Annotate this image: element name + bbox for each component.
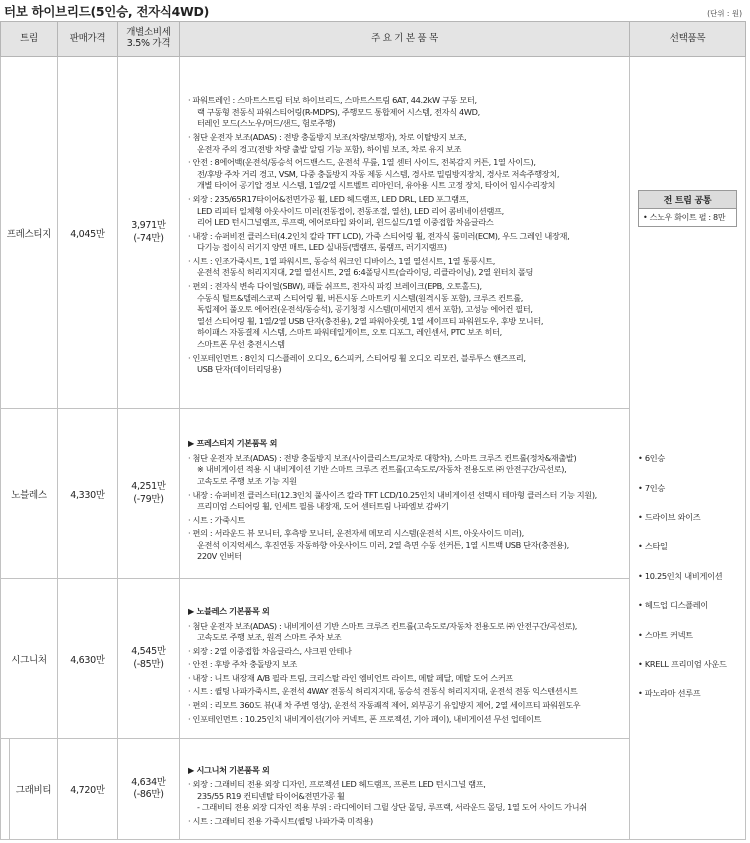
option-item: • 헤드업 디스플레이 xyxy=(638,600,709,611)
feature-line: · 시트 : 가죽시트 xyxy=(188,514,245,525)
feature-line: 랙 구동형 전동식 파워스티어링(R-MDPS), 주행모드 통합제어 시스템, 전자식 4WD, xyxy=(197,106,480,117)
features-cell xyxy=(180,579,630,739)
feature-line: 터레인 모드(스노우/머드/샌드, 험로주행) xyxy=(197,118,336,129)
trim-name: 시그니처 xyxy=(1,579,58,739)
option-item: • 파노라마 선루프 xyxy=(638,688,701,699)
feature-item xyxy=(188,281,623,351)
option-item: • KRELL 프리미엄 사운드 xyxy=(638,658,727,669)
feature-line: 개별 타이어 공기압 경보 시스템, 1열/2열 시트벨트 리마인더, 유아용 시트 고정 장치, 타이어 임시수리장치 xyxy=(197,180,556,191)
spec-table xyxy=(0,21,746,840)
feature-item xyxy=(188,646,623,658)
feature-line: 다기능 접이식 러기지 양면 매트, LED 실내등(맵램프, 룸램프, 러기지램프) xyxy=(197,242,447,253)
header-consumption-line1: 개별소비세 xyxy=(126,27,171,39)
feature-item xyxy=(188,621,623,644)
option-item: • 7인승 xyxy=(638,482,665,493)
option-item: • 스마트 커넥트 xyxy=(638,629,693,640)
feature-line: · 내장 : 슈퍼비전 클러스터(12.3인치 풀사이즈 칼라 TFT LCD/10.25인치 내비게이션 선택시 테마형 클러스터 기능 지원), xyxy=(188,489,597,500)
feature-line: · 시트 : 퀼팅 나파가죽시트, 운전석 4WAY 전동식 허리지지대, 동승석 전동식 허리지지대, 운전석 전동 익스텐션시트 xyxy=(188,686,578,697)
feature-item xyxy=(188,528,623,563)
feature-line: USB 단자(데이터리딩용) xyxy=(197,364,282,375)
feature-item xyxy=(188,515,623,527)
consumption-tax-price xyxy=(118,409,180,579)
feature-line: · 외장 : 그래비티 전용 외장 디자인, 프로젝션 LED 헤드램프, 프론트 LED 턴시그널 램프, xyxy=(188,779,486,790)
feature-line: ※ 내비게이션 적용 시 내비게이션 기반 스마트 크루즈 컨트롤(고속도로/자동차 전용도로 ㈜ 안전구간/곡선로), xyxy=(197,464,567,475)
feature-line: · 시트 : 인조가죽시트, 1열 파워시트, 동승석 워크인 디바이스, 1열 열선시트, 1열 통풍시트, xyxy=(188,255,495,266)
feature-item xyxy=(188,231,623,254)
header-consumption-line2: 3.5% 가격 xyxy=(126,38,171,49)
feature-item xyxy=(188,157,623,192)
unit-note: (단위 : 원) xyxy=(707,9,742,18)
consumption-price-diff: (-79만) xyxy=(133,493,164,505)
option-item: • 10.25인치 내비게이션 xyxy=(638,570,723,581)
feature-line: · 안전 : 8에어백(운전석/동승석 어드밴스드, 운전석 무릎, 1열 센터 사이드, 전복감지 커튼, 1열 사이드), xyxy=(188,157,536,168)
feature-list xyxy=(180,418,629,569)
feature-line: 독립제어 풀오토 에어컨(운전석/동승석), 공기청정 시스템(미세먼지 센서 포함), 고성능 에어컨 필터, xyxy=(197,304,533,315)
feature-list xyxy=(180,586,629,732)
feature-line: 하이패스 자동결제 시스템, 스마트 파워테일게이트, 오토 디포그, 레인센서, PTC 보조 히터, xyxy=(197,327,502,338)
common-options-item: • 스노우 화이트 펄 : 8만 xyxy=(643,213,726,223)
feature-line: LED 리피터 일체형 아웃사이드 미러(전동접이, 전동조절, 열선), LED 리어 콤비네이션램프, xyxy=(197,205,504,216)
feature-item xyxy=(188,353,623,376)
header-features: 주 요 기 본 품 목 xyxy=(180,22,630,57)
feature-line: 열선 스티어링 휠, 1열/2열 USB 단자(충전용), 2열 파워아웃렛, 1열 세이프티 파워윈도우, 후방 모니터, xyxy=(197,315,544,326)
features-cell xyxy=(180,409,630,579)
trim-name-cell xyxy=(1,739,58,840)
feature-item xyxy=(188,256,623,279)
features-cell xyxy=(180,57,630,409)
sale-price: 4,630만 xyxy=(58,579,118,739)
feature-line: · 첨단 운전자 보조(ADAS) : 전방 충돌방지 보조(차량/보행자), 차로 이탈방지 보조, xyxy=(188,131,467,142)
feature-line: 스마트폰 무선 충전시스템 xyxy=(197,339,285,350)
feature-line: · 첨단 운전자 보조(ADAS) : 내비게이션 기반 스마트 크루즈 컨트롤(고속도로/자동차 전용도로 ㈜ 안전구간/곡선로), xyxy=(188,620,578,631)
feature-line: · 내장 : 니트 내장재 A/B 필라 트림, 크리스탈 라인 엠비언트 라이트, 메탈 페달, 메탈 도어 스커프 xyxy=(188,672,513,683)
common-options-box xyxy=(638,190,737,227)
feature-list xyxy=(180,744,629,833)
feature-item xyxy=(188,700,623,712)
feature-line: · 외장 : 235/65R17타이어&전면가공 휠, LED 헤드램프, LED DRL, LED 포그램프, xyxy=(188,193,469,204)
trim-name: 노블레스 xyxy=(1,409,58,579)
feature-item xyxy=(188,816,623,828)
feature-line: 운전자 주의 경고(전방 차량 출발 알림 기능 포함), 하이빔 보조, 차로 유지 보조 xyxy=(197,143,461,154)
base-features-heading: ▶ 시그니처 기본품목 외 xyxy=(188,764,270,775)
feature-line: 235/55 R19 컨티넨탈 타이어&전면가공 휠 xyxy=(197,790,345,801)
sale-price: 4,330만 xyxy=(58,409,118,579)
option-list xyxy=(630,453,745,718)
feature-item xyxy=(188,779,623,814)
base-features-heading: ▶ 프레스티지 기본품목 외 xyxy=(188,438,278,449)
table-header-row xyxy=(1,22,746,57)
option-item: • 6인승 xyxy=(638,453,665,464)
consumption-price-value: 4,251만 xyxy=(131,481,166,493)
option-item: • 스타일 xyxy=(638,541,668,552)
feature-item xyxy=(188,659,623,671)
page-title: 터보 하이브리드(5인승, 전자식4WD) xyxy=(4,4,210,19)
header-price: 판매가격 xyxy=(58,22,118,57)
feature-line: 전/후방 주차 거리 경고, VSM, 다중 충돌방지 자동 제동 시스템, 경사로 밀림방지장치, 경사로 저속주행장치, xyxy=(197,168,560,179)
feature-line: 고속도로 주행 보조, 원격 스마트 주차 보조 xyxy=(197,632,342,643)
feature-line: · 안전 : 후방 주차 충돌방지 보조 xyxy=(188,659,297,670)
feature-line: · 편의 : 전자식 변속 다이얼(SBW), 패들 쉬프트, 전자식 파킹 브레이크(EPB, 오토홀드), xyxy=(188,281,482,292)
feature-line: · 인포테인먼트 : 8인치 디스플레이 오디오, 6스피커, 스티어링 휠 오디오 리모컨, 블루투스 핸즈프리, xyxy=(188,352,526,363)
consumption-price-diff: (-74만) xyxy=(133,232,164,244)
consumption-price-value: 4,634만 xyxy=(131,776,166,788)
header-consumption-tax-price xyxy=(118,22,180,57)
feature-line: 220V 인버터 xyxy=(197,551,242,562)
feature-line: · 내장 : 슈퍼비전 클러스터(4.2인치 칼라 TFT LCD), 가죽 스티어링 휠, 전자식 룸미러(ECM), 우드 그레인 내장재, xyxy=(188,230,570,241)
common-options-title: 전 트림 공통 xyxy=(639,191,736,209)
header-trim: 트림 xyxy=(1,22,58,57)
feature-line: 리어 LED 턴시그널램프, 루프랙, 에어로타입 와이퍼, 윈드실드/1열 이중접합 차음글라스 xyxy=(197,217,494,228)
sale-price: 4,045만 xyxy=(58,57,118,409)
feature-item xyxy=(188,686,623,698)
consumption-price-value: 4,545만 xyxy=(131,646,166,658)
consumption-tax-price xyxy=(118,57,180,409)
base-features-heading: ▶ 노블레스 기본품목 외 xyxy=(188,605,270,616)
feature-line: 수동식 틸트&텔레스코픽 스티어링 휠, 버튼시동 스마트키 시스템(원격시동 포함), 크루즈 컨트롤, xyxy=(197,292,524,303)
trim-name: 프레스티지 xyxy=(1,57,58,409)
sale-price: 4,720만 xyxy=(58,739,118,840)
feature-item xyxy=(188,132,623,155)
feature-line: · 파워트레인 : 스마트스트림 터보 하이브리드, 스마트스트림 6AT, 44.2kW 구동 모터, xyxy=(188,95,477,106)
feature-line: · 시트 : 그래비티 전용 가죽시트(퀼팅 나파가죽 미적용) xyxy=(188,815,373,826)
consumption-price-diff: (-85만) xyxy=(133,658,164,670)
feature-item xyxy=(188,95,623,130)
consumption-price-diff: (-86만) xyxy=(133,789,164,800)
feature-line: 운전석 이지억세스, 후진연동 자동하향 아웃사이드 미러, 2열 측면 수동 선커튼, 1열 시트백 USB 단자(충전용), xyxy=(197,539,569,550)
options-cell xyxy=(630,57,746,840)
header-options: 선택품목 xyxy=(630,22,746,57)
feature-item xyxy=(188,490,623,513)
consumption-price-value: 3,971만 xyxy=(131,220,166,232)
feature-item xyxy=(188,194,623,229)
feature-line: 운전석 전동식 허리지지대, 2열 열선시트, 2열 6:4폴딩시트(슬라이딩, 리클라이닝), 2열 윈터치 폴딩 xyxy=(197,267,534,278)
feature-item xyxy=(188,453,623,488)
feature-line: · 첨단 운전자 보조(ADAS) : 전방 충돌방지 보조(사이클리스트/교차로 대향차), 스마트 크루즈 컨트롤(정차&재출발) xyxy=(188,452,577,463)
consumption-tax-price xyxy=(118,579,180,739)
consumption-tax-price xyxy=(118,739,180,840)
feature-line: - 그래비티 전용 외장 디자인 적용 부위 : 라디에이터 그릴 상단 몰딩, 루프랙, 서라운드 몰딩, 1열 도어 사이드 가니쉬 xyxy=(197,802,587,813)
features-cell xyxy=(180,739,630,840)
trim-name: 그래비티 xyxy=(9,739,57,839)
feature-line: 프리미엄 스티어링 휠, 인세트 필름 내장재, 도어 센터트림 나파엠보 감싸기 xyxy=(197,501,449,512)
feature-line: · 편의 : 서라운드 뷰 모니터, 후측방 모니터, 운전자세 메모리 시스템(운전석 시트, 아웃사이드 미러), xyxy=(188,528,524,539)
feature-item xyxy=(188,673,623,685)
feature-item xyxy=(188,714,623,726)
feature-line: · 편의 : 리모트 360도 뷰(내 차 주변 영상), 운전석 자동쾌적 제어, 외부공기 유입방지 제어, 2열 세이프티 파워윈도우 xyxy=(188,700,581,711)
feature-line: 고속도로 주행 보조 기능 지원 xyxy=(197,475,297,486)
table-row-prestige xyxy=(1,57,746,409)
feature-list xyxy=(180,83,629,382)
option-item: • 드라이브 와이즈 xyxy=(638,512,701,523)
feature-line: · 외장 : 2열 이중접합 차음글라스, 샤크핀 안테나 xyxy=(188,645,352,656)
feature-line: · 인포테인먼트 : 10.25인치 내비게이션(기아 커넥트, 폰 프로젝션, 기아 페이), 내비게이션 무선 업데이트 xyxy=(188,713,542,724)
